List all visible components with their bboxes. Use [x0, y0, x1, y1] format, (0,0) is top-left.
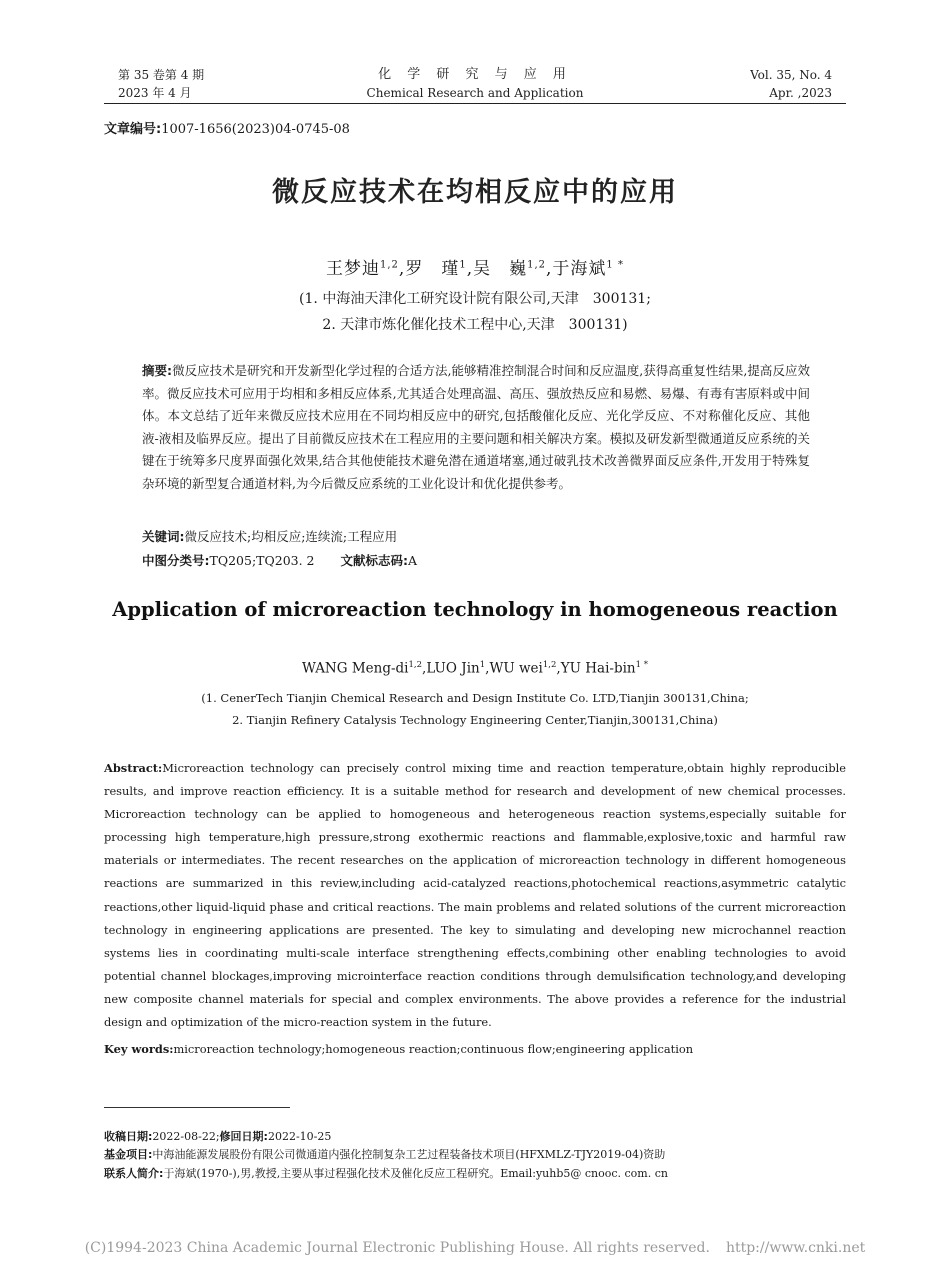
en-keywords-label: Key words: [104, 1042, 174, 1056]
en-author-sup: 1,2 [542, 660, 557, 670]
zh-author: 罗 瑾 [405, 259, 460, 279]
article-number-value: 1007-1656(2023)04-0745-08 [161, 122, 350, 137]
zh-author-sup: 1,2 [527, 259, 547, 271]
article-number-label: 文章编号: [104, 122, 162, 137]
clc-label: 中图分类号: [142, 553, 210, 568]
header-vol-en [750, 66, 832, 102]
zh-title: 微反应技术在均相反应中的应用 [272, 177, 678, 208]
zh-author-sup: 1 * [606, 259, 624, 271]
en-author-sup: 1 [479, 660, 486, 670]
zh-author-sup: 1,2 [380, 259, 399, 271]
zh-affiliation-2: 2. 天津市炼化催化技术工程中心,天津 300131) [322, 317, 628, 333]
en-author-list: WANG Meng-di$^{1,2}$,LUO Jin$^1$,WU wei$^{1,2}$,YU Hai-bin$^{1 *}$ [301, 660, 648, 677]
en-affiliation-2: 2. Tianjin Refinery Catalysis Technology Engineering Center,Tianjin,300131,China) [232, 713, 718, 727]
fund-label: 基金项目: [104, 1148, 153, 1161]
header-rule [104, 103, 846, 104]
zh-keywords-text: 微反应技术;均相反应;连续流;工程应用 [184, 529, 398, 544]
header-journal-zh: 化 学 研 究 与 应 用 [378, 67, 572, 82]
en-author-sup: 1,2 [408, 660, 423, 670]
en-author: WU wei [489, 660, 543, 677]
received-value: 2022-08-22; [152, 1130, 220, 1143]
footnote-fund [104, 1145, 846, 1165]
zh-author: 王梦迪 [326, 259, 381, 279]
en-author: WANG Meng-di [301, 660, 409, 677]
doc-code-value: A [408, 553, 418, 568]
en-author: LUO Jin [426, 660, 480, 677]
zh-keywords [142, 527, 810, 547]
en-abstract-text: Microreaction technology can precisely control mixing time and reaction temperature,obtain highly reproducible results, and improve reaction efficiency. It is a suitable method for research and development of new chemical processes. Microreaction technology can be applied to homogeneous and heterogeneous reaction systems,especially suitable for processing high temperature,high pressure,strong exothermic reactions and flammable,explosive,toxic and harmful raw materials or intermediates. The recent researches on the application of microreaction technology in different homogeneous reactions are summarized in this review,including acid-catalyzed reactions,photochemical reactions,asymmetric catalytic reactions,other liquid-liquid phase and critical reactions. The main problems and related solutions of the current microreaction technology in engineering applications are presented. The key to simulating and developing new microchannel reaction systems lies in coordinating multi-scale interface strengthening effects,combining other enabling technologies to avoid potential channel blockages,improving microinterface reaction conditions through demulsification technology,and developing new composite channel materials for special and complex environments. The above provides a reference for the industrial design and optimization of the micro-reaction system in the future. [104, 761, 846, 1030]
en-abstract [104, 757, 846, 1034]
revised-value: 2022-10-25 [267, 1130, 332, 1143]
header-date: 2023 年 4 月 [118, 86, 192, 100]
footnote-rule [104, 1107, 290, 1108]
zh-abstract-text: 微反应技术是研究和开发新型化学过程的合适方法,能够精准控制混合时间和反应温度,获得高重复性结果,提高反应效率。微反应技术可应用于均相和多相反应体系,尤其适合处理高温、高压、强放热反应和易燃、易爆、有毒有害原料或中间体。本文总结了近年来微反应技术应用在不同均相反应中的研究,包括酸催化反应、光化学反应、不对称催化反应、其他液-液相及临界反应。提出了目前微反应技术在工程应用的主要问题和相关解决方案。模拟及研发新型微通道反应系统的关键在于统筹多尺度界面强化效果,结合其他使能技术避免潜在通道堵塞,通过破乳技术改善微界面反应条件,开发用于特殊复杂环境的新型复合通道材料,为今后微反应系统的工业化设计和优化提供参考。 [142, 363, 810, 491]
header-vol-no: Vol. 35, No. 4 [750, 68, 832, 82]
copyright-line [0, 1240, 950, 1256]
en-author-sup: 1 * [635, 660, 648, 670]
contact-label: 联系人简介: [104, 1167, 164, 1180]
header-volume: 第 35 卷第 4 期 [118, 68, 205, 82]
zh-author-list: 王梦迪$^{1,2}$,罗 瑾$^1$,吴 巍$^{1,2}$,于海斌$^{1 *}$ [326, 259, 624, 279]
zh-affiliation-1: (1. 中海油天津化工研究设计院有限公司,天津 300131; [299, 291, 651, 307]
header-month-year: Apr. ,2023 [769, 86, 832, 100]
zh-abstract-label: 摘要: [142, 363, 173, 378]
received-label: 收稿日期: [104, 1130, 153, 1143]
en-affiliation-1: (1. CenerTech Tianjin Chemical Research and Design Institute Co. LTD,Tianjin 300131,China; [201, 691, 749, 705]
zh-author-sup: 1 [459, 259, 467, 271]
zh-keywords-label: 关键词: [142, 529, 185, 544]
en-author: YU Hai-bin [560, 660, 636, 677]
footnote-contact [104, 1164, 846, 1184]
en-title: Application of microreaction technology in homogeneous reaction [112, 598, 838, 621]
zh-author: 吴 巍 [473, 259, 528, 279]
cnki-link[interactable]: http://www.cnki.net [725, 1240, 866, 1256]
en-abstract-label: Abstract: [104, 761, 163, 775]
en-keywords [104, 1039, 846, 1059]
doc-code-label: 文献标志码: [340, 553, 408, 568]
article-number [104, 120, 350, 140]
revised-label: 修回日期: [219, 1130, 268, 1143]
zh-abstract [142, 360, 810, 495]
header-journal-en: Chemical Research and Application [366, 86, 584, 100]
en-keywords-text: microreaction technology;homogeneous reaction;continuous flow;engineering application [173, 1042, 694, 1056]
clc-value: TQ205;TQ203. 2 [209, 553, 315, 568]
zh-author: 于海斌 [552, 259, 607, 279]
copyright-text: (C)1994-2023 China Academic Journal Electronic Publishing House. All rights reserved. [84, 1240, 710, 1256]
zh-classification [142, 551, 810, 571]
fund-value: 中海油能源发展股份有限公司微通道内强化控制复杂工艺过程装备技术项目(HFXMLZ-TJY2019-04)资助 [152, 1148, 666, 1161]
contact-value: 于海斌(1970-),男,教授,主要从事过程强化技术及催化反应工程研究。Email:yuhb5@ cnooc. com. cn [163, 1167, 668, 1180]
footnote-dates [104, 1127, 846, 1147]
